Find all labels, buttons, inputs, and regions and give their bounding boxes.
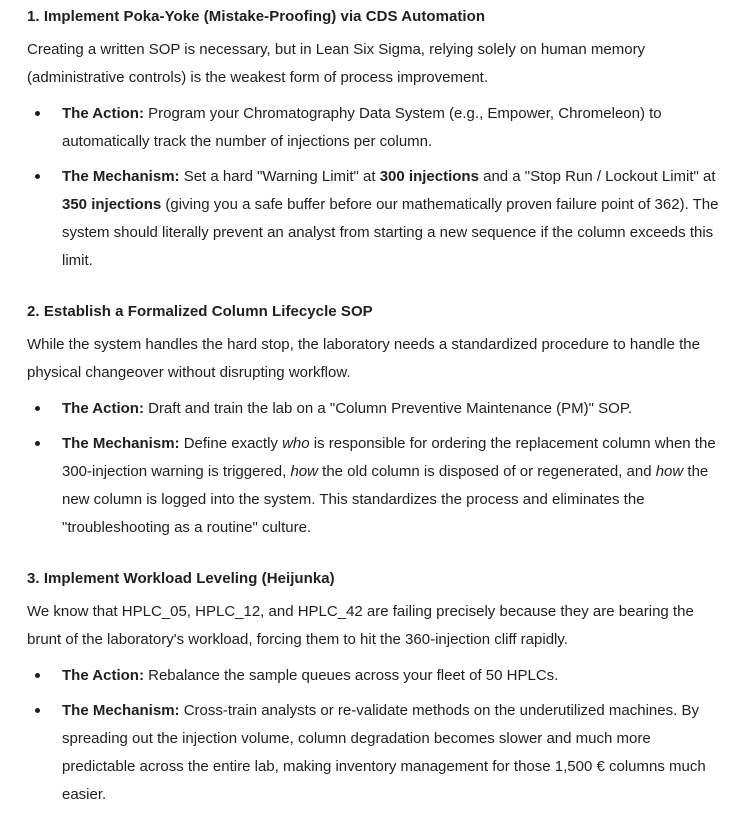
section-heading: 1. Implement Poka-Yoke (Mistake-Proofing) via CDS Automation bbox=[27, 8, 486, 25]
bullet-label: The Action: bbox=[62, 105, 144, 122]
list-item bbox=[27, 163, 727, 275]
list-item bbox=[27, 395, 727, 423]
section-poka-yoke bbox=[27, 6, 727, 275]
section-workload-leveling bbox=[27, 568, 727, 809]
bullet-label: The Mechanism: bbox=[62, 168, 180, 185]
bullet-dot-icon bbox=[35, 441, 40, 446]
bullet-label: The Mechanism: bbox=[62, 702, 180, 719]
bullet-dot-icon bbox=[35, 111, 40, 116]
bullet-dot-icon bbox=[35, 708, 40, 713]
bullet-text: Define exactly bbox=[179, 435, 283, 452]
bullet-dot-icon bbox=[35, 406, 40, 411]
bullet-text: (giving you a safe buffer before our mathematically proven failure point of 362). The system should literally prevent an analyst from starting a new sequence if the column exceeds this limit. bbox=[62, 196, 719, 269]
bullet-text: the old column is disposed of or regenerated, and bbox=[318, 463, 656, 480]
bullet-text: Set a hard "Warning Limit" at bbox=[179, 168, 380, 185]
list-item bbox=[27, 662, 727, 690]
bullet-dot-icon bbox=[35, 673, 40, 678]
bullet-text: Cross-train analysts or re-validate methods on the underutilized machines. By spreading out the injection volume, column degradation becomes slower and much more predictable across the entire lab, making inventory management for those 1,500 € columns much easier. bbox=[62, 702, 706, 803]
bullet-text: and a "Stop Run / Lockout Limit" at bbox=[478, 168, 716, 185]
bullet-emphasis: how bbox=[655, 463, 684, 480]
bullet-emphasis: how bbox=[290, 463, 318, 480]
section-heading: 3. Implement Workload Leveling (Heijunka) bbox=[27, 570, 335, 587]
bullet-list bbox=[27, 662, 727, 809]
bullet-text: is responsible for ordering the replacement column when the 300-injection warning is triggered, bbox=[62, 435, 716, 480]
section-intro: While the system handles the hard stop, the laboratory needs a standardized procedure to handle the physical changeover without disrupting workflow. bbox=[27, 336, 700, 381]
bullet-text: the new column is logged into the system. This standardizes the process and eliminates the "troubleshooting as a routine" culture. bbox=[62, 463, 709, 536]
section-intro: Creating a written SOP is necessary, but in Lean Six Sigma, relying solely on human memory (administrative controls) is the weakest form of process improvement. bbox=[27, 41, 646, 86]
bullet-text: Draft and train the lab on a "Column Preventive Maintenance (PM)" SOP. bbox=[143, 400, 633, 417]
bullet-list bbox=[27, 395, 727, 542]
bullet-label: The Mechanism: bbox=[62, 435, 180, 452]
section-heading: 2. Establish a Formalized Column Lifecycle SOP bbox=[27, 303, 373, 320]
document-body bbox=[27, 6, 727, 809]
bullet-dot-icon bbox=[35, 174, 40, 179]
bullet-emphasis: 300 injections bbox=[379, 168, 479, 185]
bullet-text: Rebalance the sample queues across your fleet of 50 HPLCs. bbox=[143, 667, 559, 684]
bullet-label: The Action: bbox=[62, 400, 144, 417]
bullet-text: Program your Chromatography Data System (e.g., Empower, Chromeleon) to automatically track the number of injections per column. bbox=[62, 105, 662, 150]
bullet-list bbox=[27, 100, 727, 275]
list-item bbox=[27, 430, 727, 542]
section-intro: We know that HPLC_05, HPLC_12, and HPLC_42 are failing precisely because they are bearing the brunt of the laboratory's workload, forcing them to hit the 360-injection cliff rapidly. bbox=[27, 603, 694, 648]
bullet-emphasis: 350 injections bbox=[62, 196, 162, 213]
bullet-emphasis: who bbox=[282, 435, 310, 452]
section-column-lifecycle-sop bbox=[27, 301, 727, 542]
bullet-label: The Action: bbox=[62, 667, 144, 684]
list-item bbox=[27, 100, 727, 156]
list-item bbox=[27, 697, 727, 809]
